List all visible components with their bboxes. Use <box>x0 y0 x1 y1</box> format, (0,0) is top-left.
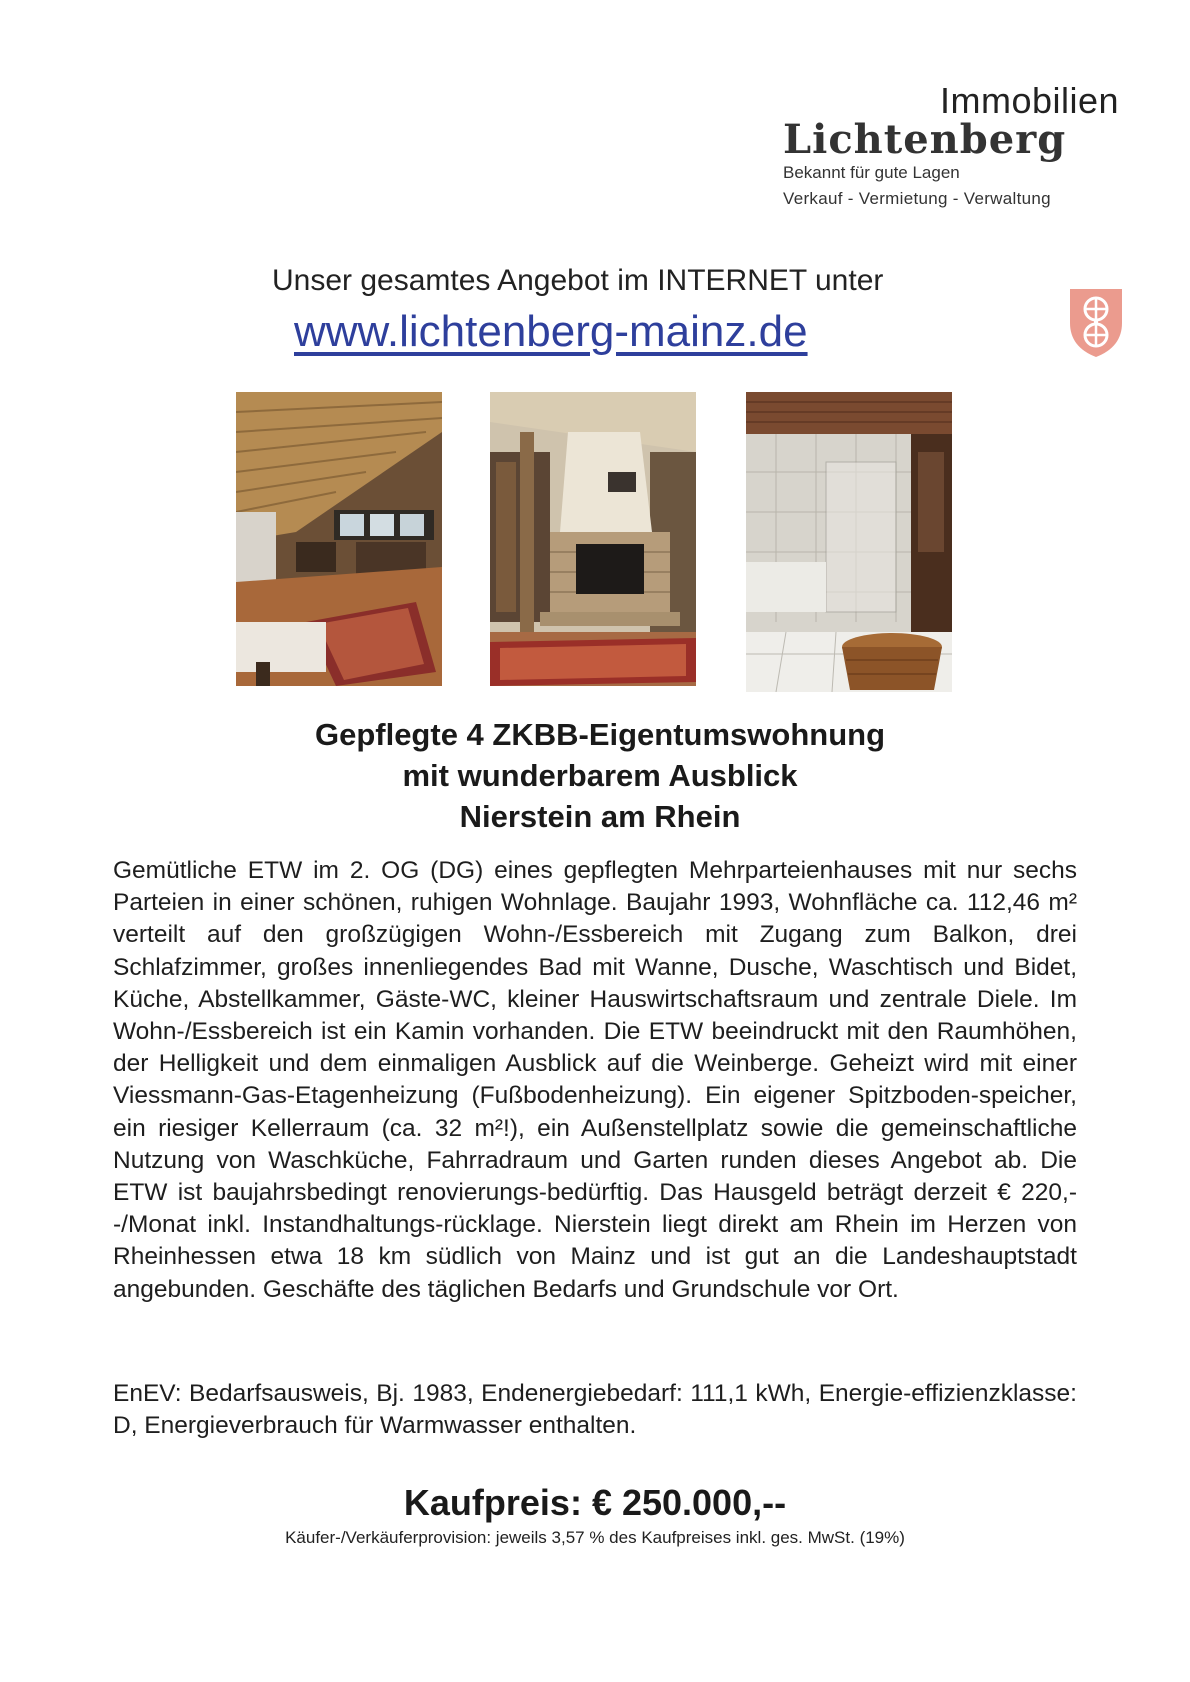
company-prefix: Immobilien <box>940 80 1120 121</box>
company-tagline: Bekannt für gute Lagen <box>783 163 960 182</box>
headline-line-2: mit wunderbarem Ausblick <box>402 758 798 793</box>
fireplace-photo <box>490 392 696 686</box>
commission-note: Käufer-/Verkäuferprovision: jeweils 3,57 % des Kaufpreises inkl. ges. MwSt. (19%) <box>285 1528 905 1547</box>
mainz-coat-of-arms-icon <box>1066 283 1126 359</box>
company-services: Verkauf - Vermietung - Verwaltung <box>783 189 1051 208</box>
headline-line-1: Gepflegte 4 ZKBB-Eigentumswohnung <box>314 717 886 752</box>
living-room-photo <box>236 392 442 686</box>
energy-certificate-info: EnEV: Bedarfsausweis, Bj. 1983, Endenergiebedarf: 111,1 kWh, Energie-effizienzklasse: D, Energieverbrauch für Warmwasser enthalten. <box>113 1380 1077 1440</box>
website-link[interactable]: www.lichtenberg-mainz.de <box>294 307 808 356</box>
company-logo-name: Lichtenberg <box>783 116 1067 163</box>
internet-intro: Unser gesamtes Angebot im INTERNET unter <box>272 264 884 297</box>
purchase-price: Kaufpreis: € 250.000,-- <box>403 1482 787 1523</box>
listing-headline <box>100 714 1100 837</box>
bathroom-photo <box>746 392 952 692</box>
property-description: Gemütliche ETW im 2. OG (DG) eines gepflegten Mehrparteienhauses mit nur sechs Parteien in einer schönen, ruhigen Wohnlage. Baujahr 1993, Wohnfläche ca. 112,46 m² verteilt auf den großzügigen Wohn-/Essbereich mit Zugang zum Balkon, drei Schlafzimmer, großes innenliegendes Bad mit Wanne, Dusche, Waschtisch und Bidet, Küche, Abstellkammer, Gäste-WC, kleiner Hauswirtschaftsraum und zentrale Diele. Im Wohn-/Essbereich ist ein Kamin vorhanden. Die ETW beeindruckt mit den Raumhöhen, der Helligkeit und dem einmaligen Ausblick auf die Weinberge. Geheizt wird mit einer Viessmann-Gas-Etagenheizung (Fußbodenheizung). Ein eigener Spitzboden-speicher, ein riesiger Kellerraum (ca. 32 m²!), ein Außenstellplatz sowie die gemeinschaftliche Nutzung von Waschküche, Fahrradraum und Garten runden dieses Angebot ab. Die ETW ist baujahrsbedingt renovierungs-bedürftig. Das Hausgeld beträgt derzeit € 220,--/Monat inkl. Instandhaltungs-rücklage. Nierstein liegt direkt am Rhein im Herzen von Rheinhessen etwa 18 km südlich von Mainz und ist gut an die Landeshauptstadt angebunden. Geschäfte des täglichen Bedarfs und Grundschule vor Ort. <box>113 857 1077 1303</box>
headline-line-3: Nierstein am Rhein <box>459 799 741 834</box>
